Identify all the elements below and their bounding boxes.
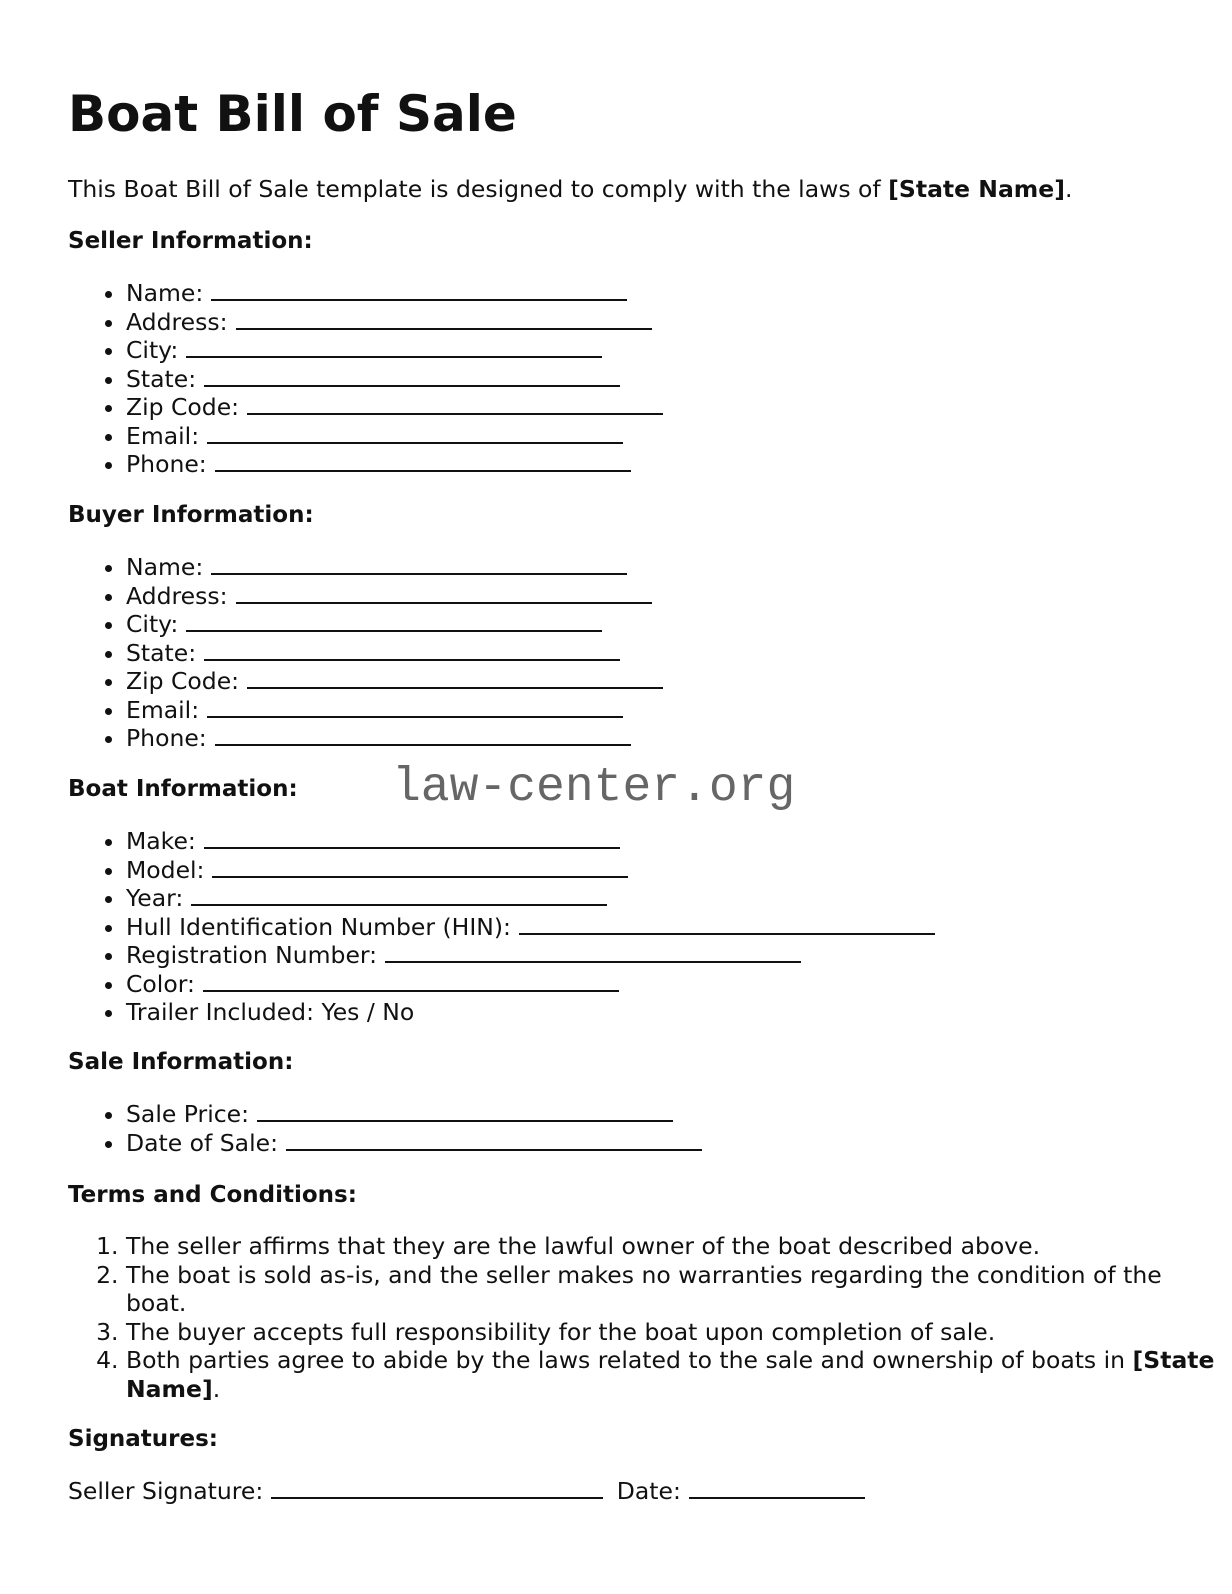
term-item-4-state-placeholder: [State Name]: [126, 1346, 1215, 1403]
seller-phone-blank[interactable]: [215, 452, 631, 472]
seller-name-label: Name:: [126, 279, 204, 307]
buyer-zip-blank[interactable]: [247, 669, 663, 689]
boat-year-label: Year:: [126, 884, 184, 912]
seller-fields-list: [68, 279, 1216, 479]
terms-list: [68, 1232, 1216, 1403]
boat-model-blank[interactable]: [212, 858, 628, 878]
buyer-address-label: Address:: [126, 581, 228, 610]
sale-price-label: Sale Price:: [126, 1100, 250, 1128]
boat-year-blank[interactable]: [191, 886, 607, 906]
buyer-address-blank[interactable]: [236, 584, 652, 604]
boat-hin-blank[interactable]: [519, 915, 935, 935]
boat-model-item: [126, 856, 1216, 885]
term-item-3: 3. The buyer accepts full responsibility for the boat upon completion of sale.: [126, 1318, 1216, 1347]
buyer-state-blank[interactable]: [204, 641, 620, 661]
sale-date-label: Date of Sale:: [126, 1128, 278, 1157]
buyer-phone-blank[interactable]: [215, 726, 631, 746]
boat-color-label: Color:: [126, 969, 195, 998]
buyer-state-label: State:: [126, 638, 197, 667]
buyer-fields-list: [68, 553, 1216, 753]
terms-heading: Terms and Conditions:: [68, 1182, 357, 1208]
seller-city-blank[interactable]: [186, 338, 602, 358]
buyer-city-blank[interactable]: [186, 612, 602, 632]
buyer-zip-item: [126, 667, 1216, 696]
boat-hin-item: [126, 913, 1216, 942]
boat-registration-blank[interactable]: [385, 943, 801, 963]
sale-heading: Sale Information:: [68, 1049, 294, 1075]
seller-signature-label: Seller Signature:: [68, 1477, 264, 1505]
buyer-email-item: [126, 696, 1216, 725]
seller-state-item: [126, 365, 1216, 394]
seller-email-item: [126, 422, 1216, 451]
seller-state-blank[interactable]: [204, 367, 620, 387]
boat-trailer-item: [126, 998, 1216, 1027]
sale-fields-list: [68, 1100, 1216, 1157]
buyer-address-item: [126, 582, 1216, 611]
boat-color-item: [126, 970, 1216, 999]
boat-year-item: [126, 884, 1216, 913]
seller-signature-blank[interactable]: [271, 1479, 603, 1499]
seller-name-blank[interactable]: [211, 281, 627, 301]
seller-heading: Seller Information:: [68, 228, 313, 254]
seller-city-label: City:: [126, 336, 179, 364]
boat-make-label: Make:: [126, 827, 196, 855]
boat-color-blank[interactable]: [203, 972, 619, 992]
boat-registration-label: Registration Number:: [126, 941, 378, 969]
seller-address-item: [126, 308, 1216, 337]
boat-hin-label: Hull Identification Number (HIN):: [126, 912, 511, 941]
term-item-4-period: .: [212, 1374, 221, 1403]
boat-make-item: [126, 827, 1216, 856]
term-item-4-text: Both parties agree to abide by the laws related to the sale and ownership of boats in: [126, 1346, 1133, 1374]
boat-fields-list: [68, 827, 1216, 1027]
buyer-zip-label: Zip Code:: [126, 667, 240, 695]
seller-signature-line: [68, 1476, 865, 1506]
seller-email-label: Email:: [126, 421, 200, 450]
boat-trailer-label: Trailer Included: Yes / No: [126, 998, 415, 1026]
buyer-heading: Buyer Information:: [68, 502, 314, 528]
buyer-email-label: Email:: [126, 695, 200, 724]
sale-price-item: [126, 1100, 1216, 1129]
signature-date-label: Date:: [616, 1477, 681, 1505]
seller-zip-item: [126, 393, 1216, 422]
boat-heading: Boat Information:: [68, 776, 298, 802]
intro-paragraph: [68, 174, 1072, 204]
seller-email-blank[interactable]: [207, 424, 623, 444]
sale-date-blank[interactable]: [286, 1131, 702, 1151]
buyer-name-item: [126, 553, 1216, 582]
seller-address-label: Address:: [126, 307, 228, 336]
term-item-2: 2. The boat is sold as-is, and the seller makes no warranties regarding the condition of the boat.: [126, 1261, 1216, 1318]
buyer-email-blank[interactable]: [207, 698, 623, 718]
term-item-1: 1. The seller affirms that they are the lawful owner of the boat described above.: [126, 1232, 1216, 1261]
buyer-name-label: Name:: [126, 553, 204, 581]
seller-name-item: [126, 279, 1216, 308]
sale-price-blank[interactable]: [257, 1102, 673, 1122]
term-item-4: [126, 1346, 1216, 1403]
seller-zip-blank[interactable]: [247, 395, 663, 415]
buyer-phone-item: [126, 724, 1216, 753]
buyer-city-label: City:: [126, 610, 179, 638]
intro-period: .: [1064, 175, 1073, 203]
seller-phone-label: Phone:: [126, 450, 207, 478]
seller-phone-item: [126, 450, 1216, 479]
signatures-heading: Signatures:: [68, 1426, 219, 1452]
sale-date-item: [126, 1129, 1216, 1158]
intro-text: This Boat Bill of Sale template is designed to comply with the laws of: [68, 175, 889, 203]
boat-model-label: Model:: [126, 855, 205, 884]
buyer-phone-label: Phone:: [126, 724, 207, 752]
buyer-state-item: [126, 639, 1216, 668]
seller-state-label: State:: [126, 364, 197, 393]
watermark: law-center.org: [392, 761, 796, 815]
seller-zip-label: Zip Code:: [126, 393, 240, 421]
buyer-name-blank[interactable]: [211, 555, 627, 575]
signature-date-blank[interactable]: [689, 1479, 865, 1499]
seller-address-blank[interactable]: [236, 310, 652, 330]
intro-state-placeholder: [State Name]: [888, 175, 1065, 203]
buyer-city-item: [126, 610, 1216, 639]
boat-make-blank[interactable]: [204, 829, 620, 849]
boat-registration-item: [126, 941, 1216, 970]
seller-city-item: [126, 336, 1216, 365]
document-title: Boat Bill of Sale: [68, 85, 517, 143]
